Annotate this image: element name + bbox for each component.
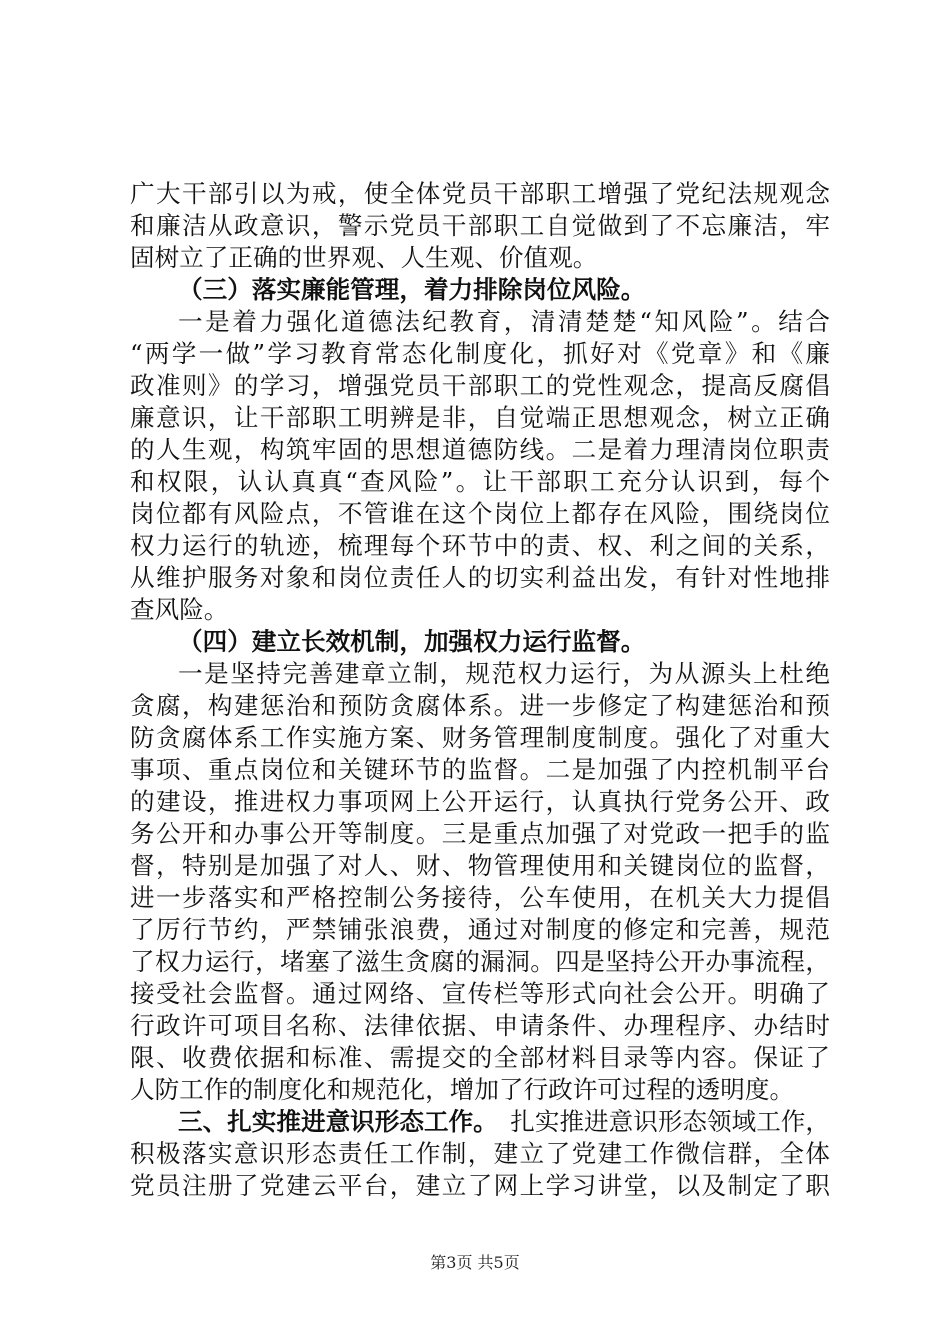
- section-heading-three: （三）落实廉能管理，着力排除岗位风险。: [178, 275, 646, 304]
- paragraph-line: 政准则》的学习，增强党员干部职工的党性观念，提高反腐倡: [130, 371, 830, 400]
- paragraph-line: 从维护服务对象和岗位责任人的切实利益出发，有针对性地排: [130, 563, 830, 592]
- paragraph-line: 岗位都有风险点，不管谁在这个岗位上都存在风险，围绕岗位: [130, 499, 830, 528]
- paragraph-line: 贪腐，构建惩治和预防贪腐体系。进一步修定了构建惩治和预: [130, 691, 830, 720]
- paragraph-line: 事项、重点岗位和关键环节的监督。二是加强了内控机制平台: [130, 755, 830, 784]
- paragraph-line: 防贪腐体系工作实施方案、财务管理制度制度。强化了对重大: [130, 723, 830, 752]
- paragraph-line: 权力运行的轨迹，梳理每个环节中的责、权、利之间的关系，: [130, 531, 830, 560]
- paragraph-line: 行政许可项目名称、法律依据、申请条件、办理程序、办结时: [130, 1011, 830, 1040]
- paragraph-line: 广大干部引以为戒，使全体党员干部职工增强了党纪法规观念: [130, 179, 830, 208]
- paragraph-line: 限、收费依据和标准、需提交的全部材料目录等内容。保证了: [130, 1043, 830, 1072]
- paragraph-line: 和权限，认认真真“查风险”。让干部职工充分认识到，每个: [130, 467, 830, 496]
- paragraph-line: 务公开和办事公开等制度。三是重点加强了对党政一把手的监: [130, 819, 830, 848]
- paragraph-line: 和廉洁从政意识，警示党员干部职工自觉做到了不忘廉洁，牢: [130, 211, 830, 240]
- paragraph-text: 扎实推进意识形态领域工作，: [510, 1107, 830, 1136]
- section-heading-three-lead: 三、扎实推进意识形态工作。: [178, 1107, 498, 1136]
- paragraph-line: 固树立了正确的世界观、人生观、价值观。: [130, 243, 598, 272]
- paragraph-line: 一是着力强化道德法纪教育，清清楚楚“知风险”。结合: [178, 307, 830, 336]
- paragraph-line: 的人生观，构筑牢固的思想道德防线。二是着力理清岗位职责: [130, 435, 830, 464]
- paragraph-line: 接受社会监督。通过网络、宣传栏等形式向社会公开。明确了: [130, 979, 830, 1008]
- paragraph-line: 了厉行节约，严禁铺张浪费，通过对制度的修定和完善，规范: [130, 915, 830, 944]
- paragraph-line: 积极落实意识形态责任工作制，建立了党建工作微信群，全体: [130, 1139, 830, 1168]
- paragraph-line: 人防工作的制度化和规范化，增加了行政许可过程的透明度。: [130, 1075, 795, 1104]
- paragraph-line: 廉意识，让干部职工明辨是非，自觉端正思想观念，树立正确: [130, 403, 830, 432]
- paragraph-line: 了权力运行，堵塞了滋生贪腐的漏洞。四是坚持公开办事流程，: [130, 947, 830, 976]
- section-heading-four: （四）建立长效机制，加强权力运行监督。: [178, 627, 646, 656]
- paragraph-line: 查风险。: [130, 595, 229, 624]
- page-number-footer: 第3页 共5页: [430, 1253, 520, 1272]
- paragraph-line: 一是坚持完善建章立制，规范权力运行，为从源头上杜绝: [178, 659, 830, 688]
- paragraph-line: 进一步落实和严格控制公务接待，公车使用，在机关大力提倡: [130, 883, 830, 912]
- paragraph-line: 督，特别是加强了对人、财、物管理使用和关键岗位的监督，: [130, 851, 830, 880]
- paragraph-line: “两学一做”学习教育常态化制度化，抓好对《党章》和《廉: [130, 339, 830, 368]
- paragraph-line: 的建设，推进权力事项网上公开运行，认真执行党务公开、政: [130, 787, 830, 816]
- paragraph-line: 党员注册了党建云平台，建立了网上学习讲堂，以及制定了职: [130, 1171, 830, 1200]
